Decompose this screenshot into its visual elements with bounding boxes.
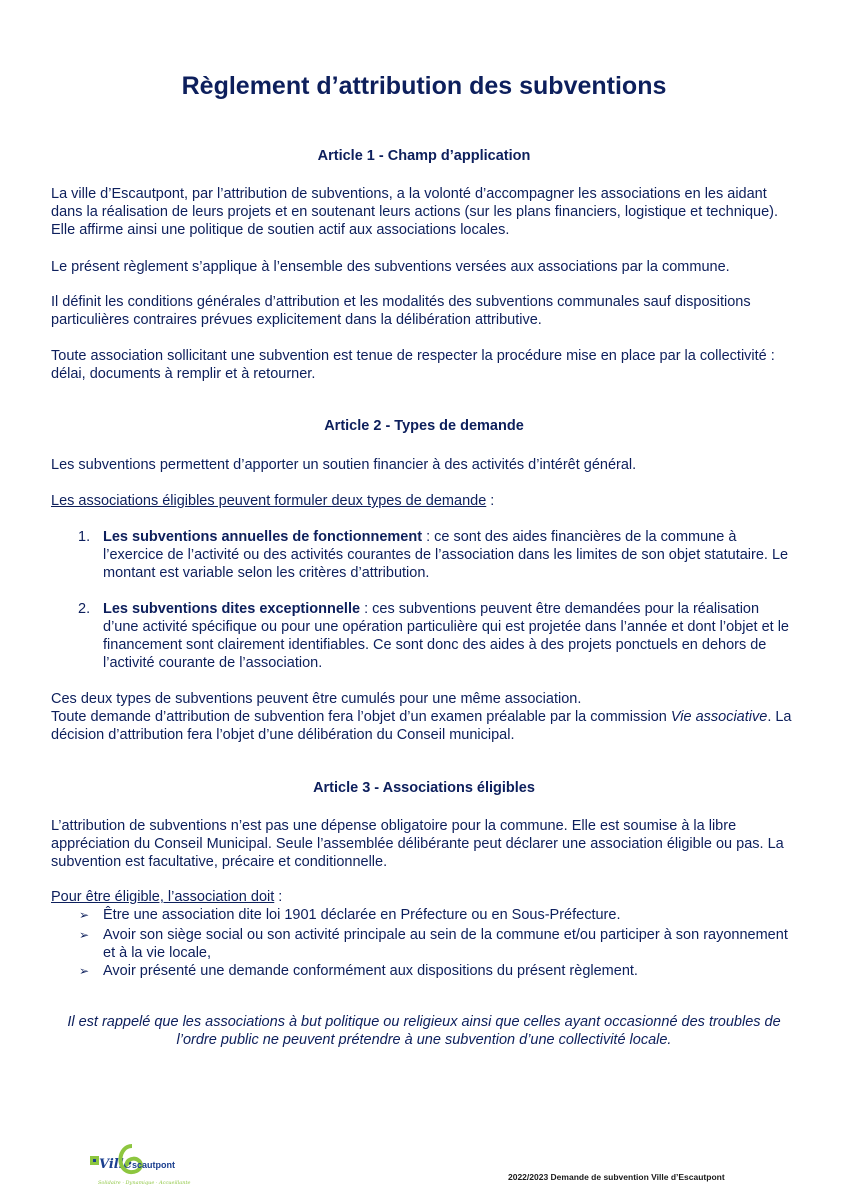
svg-text:Ville: Ville <box>99 1157 132 1172</box>
list-item <box>78 600 793 672</box>
city-logo <box>88 1142 191 1188</box>
article-1-paragraph-3: Il définit les conditions générales d’attribution et les modalités des subventions communales sauf dispositions particulières contraires prévues explicitement dans la délibération attributive. <box>51 294 751 328</box>
bullet-item: ➢ Être une association dite loi 1901 déclarée en Préfecture ou en Sous-Préfecture. <box>79 907 621 923</box>
article-2-paragraph-2: Les associations éligibles peuvent formuler deux types de demande : <box>51 493 495 509</box>
svg-text:Solidaire · Dynamique · Accuei: Solidaire · Dynamique · Accueillante <box>98 1180 191 1186</box>
article-1-heading: Article 1 - Champ d’application <box>317 148 531 164</box>
footer-text: 2022/2023 Demande de subvention Ville d’Escautpont <box>508 1172 725 1182</box>
bullet-item: ➢ Avoir son siège social ou son activité principale au sein de la commune et/ou participer à son rayonnement et à la vie locale, <box>79 927 788 961</box>
closing-note: Il est rappelé que les associations à but politique ou religieux ainsi que celles ayant occasionné des troubles de l’ordre public ne peuvent prétendre à une subvention d’une collectivité locale. <box>67 1013 781 1048</box>
eligibility-label: Pour être éligible, l’association doit <box>51 889 275 905</box>
bullet-item: ➢ Avoir présenté une demande conformément aux dispositions du présent règlement. <box>79 963 638 979</box>
list-item-title: Les subventions dites exceptionnelle <box>103 601 361 617</box>
arrow-bullet-icon: ➢ <box>79 928 90 942</box>
list-item <box>78 528 793 582</box>
article-2-paragraph-1: Les subventions permettent d’apporter un soutien financier à des activités d’intérêt général. <box>51 457 637 473</box>
list-item-text: : ce sont des aides financières de la commune à l’exercice de l’activité ou des activités courantes de l’association dans les limites de son objet statutaire. Le montant est variable selon les critères d’attribution. <box>103 529 789 581</box>
article-1-paragraph-1: La ville d’Escautpont, par l’attribution de subventions, a la volonté d’accompagner les associations en les aidant dans la réalisation de leurs projets et en soutenant leurs actions (sur les plans financiers, logistique et technique). Elle affirme ainsi une politique de soutien actif aux associations locales. <box>51 186 779 238</box>
article-3-heading: Article 3 - Associations éligibles <box>313 780 535 796</box>
svg-text:scautpont: scautpont <box>132 1160 176 1170</box>
list-item-number: 2. <box>78 601 91 617</box>
list-item-title: Les subventions annuelles de fonctionnement <box>103 529 423 545</box>
article-2-paragraph-4: Toute demande d’attribution de subvention fera l’objet d’un examen préalable par la commission Vie associative. La décision d’attribution fera l’objet d’une délibération du Conseil municipal. <box>51 709 792 743</box>
article-1-paragraph-2: Le présent règlement s’applique à l’ensemble des subventions versées aux associations par la commune. <box>51 259 730 275</box>
article-3-paragraph-1: L’attribution de subventions n’est pas une dépense obligatoire pour la commune. Elle est soumise à la libre appréciation du Conseil Municipal. Seule l’assemblée délibérante peut déclarer une association éligible ou pas. La subvention est facultative, précaire et conditionnelle. <box>51 818 784 870</box>
arrow-bullet-icon: ➢ <box>79 908 90 922</box>
page-title: Règlement d’attribution des subventions <box>181 72 667 100</box>
article-2-paragraph-3: Ces deux types de subventions peuvent être cumulés pour une même association. <box>51 691 582 707</box>
list-item-number: 1. <box>78 529 91 545</box>
article-3-paragraph-2: Pour être éligible, l’association doit : <box>51 889 283 905</box>
list-item-text: : ces subventions peuvent être demandées pour la réalisation d’une activité spécifique ou pour une opération particulière qui est projetée dans l’année et dont l’objet et le financement sont clairement identifiables. Ce sont donc des aides à des projets ponctuels en dehors de l’activité courante de l’association. <box>103 601 789 671</box>
arrow-bullet-icon: ➢ <box>79 964 90 978</box>
commission-name: Vie associative <box>670 709 768 725</box>
eligible-types-label: Les associations éligibles peuvent formuler deux types de demande <box>51 493 487 509</box>
article-2-heading: Article 2 - Types de demande <box>324 418 524 434</box>
article-1-paragraph-4: Toute association sollicitant une subvention est tenue de respecter la procédure mise en place par la collectivité : délai, documents à remplir et à retourner. <box>51 348 775 382</box>
